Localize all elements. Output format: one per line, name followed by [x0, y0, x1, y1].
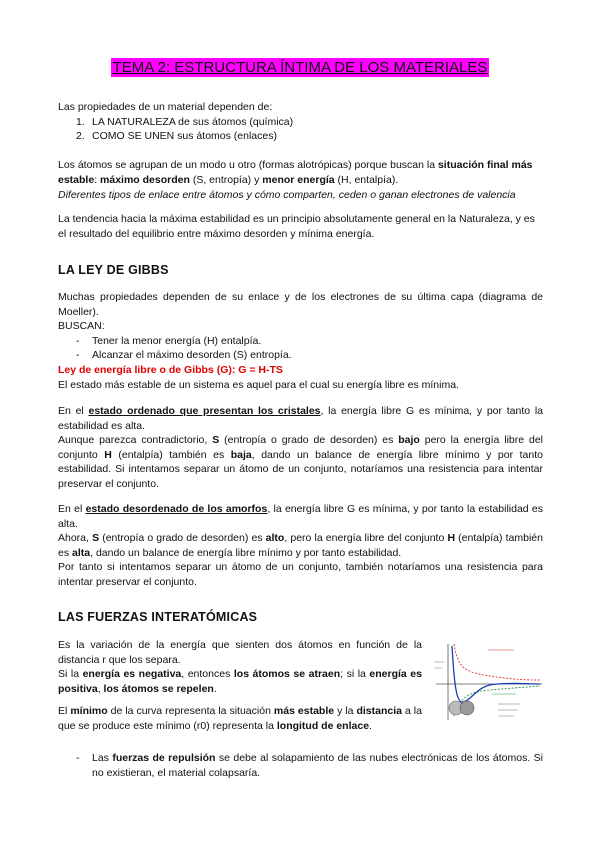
dash: -	[76, 752, 80, 764]
bold-run: energía es negativa	[82, 668, 182, 681]
bold-run: bajo	[398, 434, 420, 447]
bold-run: fuerzas de repulsión	[112, 752, 216, 764]
gibbs-p1: Muchas propiedades dependen de su enlace y de los electrones de su última capa (diagrama de Moeller).	[58, 291, 543, 318]
energy-curve-figure	[430, 640, 545, 724]
bold-run: S	[92, 532, 100, 545]
intro-item-1	[58, 115, 543, 130]
para-tendency	[58, 212, 543, 241]
text-run: .	[213, 682, 217, 695]
text-run: En el	[58, 503, 86, 515]
italic-note: Diferentes tipos de enlace entre átomos y cómo comparten, ceden o ganan electrones de valencia	[58, 189, 516, 202]
bold-run: longitud de enlace	[276, 719, 370, 732]
intro-item-num: 1.	[76, 115, 85, 128]
gibbs-item-2	[58, 348, 543, 363]
crystals-p1	[58, 404, 543, 433]
bold-run: alto	[265, 532, 285, 545]
text-run: (entalpía) también es	[111, 448, 231, 461]
bold-run: H	[447, 532, 456, 545]
forces-heading: LAS FUERZAS INTERATÓMICAS	[58, 610, 258, 624]
amorphs-p1	[58, 502, 543, 531]
bold-run: energía es positiva	[58, 668, 422, 695]
gibbs-item-text: Tener la menor energía (H) entalpía.	[92, 334, 262, 347]
forces-section-heading-wrap	[58, 610, 543, 625]
text-run: se debe al solapamiento de las nubes electrónicas de los átomos. Si no existieran, el material colapsaría.	[92, 752, 543, 779]
bold-run: los átomos se atraen	[233, 668, 341, 681]
intro-list	[58, 115, 543, 144]
gibbs-item-1	[58, 334, 543, 349]
text-run: ; si la	[340, 668, 370, 681]
forces-block	[58, 638, 422, 734]
text-run: (entalpía) también es	[58, 532, 543, 559]
text-run: En el	[58, 405, 89, 417]
intro-item-2	[58, 129, 543, 144]
gibbs-item-text: Alcanzar el máximo desorden (S) entropía.	[92, 349, 292, 362]
para-stability	[58, 158, 543, 203]
text-run: (S, entropía) y	[189, 173, 263, 186]
repulsion-list	[58, 751, 543, 780]
gibbs-law: Ley de energía libre o de Gibbs (G): G = H-TS	[58, 363, 283, 376]
crystals-block	[58, 404, 543, 492]
crystals-p2	[58, 433, 543, 491]
bold-run: S	[212, 434, 220, 447]
forces-p3	[58, 704, 422, 733]
dash: -	[76, 349, 80, 362]
text-run: ,	[97, 682, 104, 695]
gibbs-p2: El estado más estable de un sistema es aquel para el cual su energía libre es mínima.	[58, 378, 459, 391]
text-run: Las	[92, 752, 113, 764]
intro-block	[58, 100, 543, 144]
text-run: Si la	[58, 668, 83, 681]
text-run: Ahora,	[58, 532, 93, 545]
para-stability-text	[58, 158, 543, 187]
gibbs-heading: LA LEY DE GIBBS	[58, 263, 169, 277]
bold-run: menor energía	[262, 173, 335, 186]
text-run: .	[369, 719, 372, 732]
intro-item-num: 2.	[76, 130, 85, 143]
intro-item-text: LA NATURALEZA de sus átomos (química)	[92, 115, 294, 128]
text-run: Aunque parezca contradictorio,	[58, 434, 213, 447]
text-run: (entropía o grado de desorden) es	[219, 434, 399, 447]
text-run: , pero la energía libre del conjunto	[284, 532, 448, 545]
bold-run: los átomos se repelen	[103, 682, 214, 695]
text-run: , dando un balance de energía libre mínimo y por tanto estabilidad.	[90, 546, 402, 559]
amorphs-block	[58, 502, 543, 590]
bold-run: distancia	[356, 705, 402, 718]
para-tendency-text: La tendencia hacia la máxima estabilidad es un principio absolutamente general en la Naturaleza, y es el resultado del equilibrio entre máximo desorden y mínima energía.	[58, 213, 535, 240]
dash: -	[76, 334, 80, 347]
text-run: (H, entalpía).	[334, 173, 399, 186]
text-run: :	[94, 173, 101, 186]
text-run: de la curva representa la situación	[107, 705, 274, 718]
bold-run: máximo desorden	[100, 173, 190, 186]
text-run: , la energía libre G es mínima, y por tanto la estabilidad es alta.	[58, 405, 543, 432]
text-run: Los átomos se agrupan de un modo u otro (formas alotrópicas) porque buscan la	[58, 159, 438, 171]
text-run: El	[58, 705, 71, 718]
intro-lead: Las propiedades de un material dependen de:	[58, 101, 273, 113]
text-run: (entropía o grado de desorden) es	[99, 532, 266, 545]
forces-p2	[58, 667, 422, 696]
repulsion-block	[58, 751, 543, 780]
amorphs-p2	[58, 531, 543, 560]
repulsion-item	[58, 751, 543, 780]
text-run: a la que se produce este mínimo (r0) representa la	[58, 705, 422, 732]
bold-run: situación final más estable	[58, 159, 533, 186]
gibbs-buscan: BUSCAN:	[58, 320, 105, 333]
text-run: , dando un balance de energía libre mínimo y por tanto estabilidad. Si intentamos separar un átomo de un conjunto, notaríamos una resistencia para intentar preservar el conjunto.	[58, 448, 543, 490]
forces-p1: Es la variación de la energía que sienten dos átomos en función de la distancia r que los separa.	[58, 639, 422, 666]
bold-run: baja	[230, 448, 252, 461]
amorphs-p3: Por tanto si intentamos separar un átomo de un conjunto, también notaríamos una resistencia para intentar preservar el conjunto.	[58, 561, 543, 588]
gibbs-block	[58, 290, 543, 392]
bold-run: más estable	[273, 705, 335, 718]
gibbs-section-heading-wrap	[58, 263, 543, 278]
text-run: y la	[334, 705, 357, 718]
title-wrap	[0, 58, 600, 77]
underlined-bold-run: estado desordenado de los amorfos	[85, 503, 268, 515]
gibbs-list	[58, 334, 543, 363]
underlined-bold-run: estado ordenado que presentan los cristales	[88, 405, 321, 417]
bold-run: alta	[72, 546, 91, 559]
text-run: , entonces	[181, 668, 234, 681]
bold-run: mínimo	[70, 705, 108, 718]
energy-distance-curve-diagram-icon	[430, 640, 545, 724]
page-title: TEMA 2: ESTRUCTURA ÍNTIMA DE LOS MATERIALES	[112, 59, 488, 76]
text-run: , la energía libre G es mínima, y por tanto la estabilidad es alta.	[58, 503, 544, 530]
text-run: pero la energía libre del conjunto	[58, 434, 543, 461]
bold-run: H	[104, 448, 112, 461]
intro-item-text: COMO SE UNEN sus átomos (enlaces)	[92, 130, 277, 143]
